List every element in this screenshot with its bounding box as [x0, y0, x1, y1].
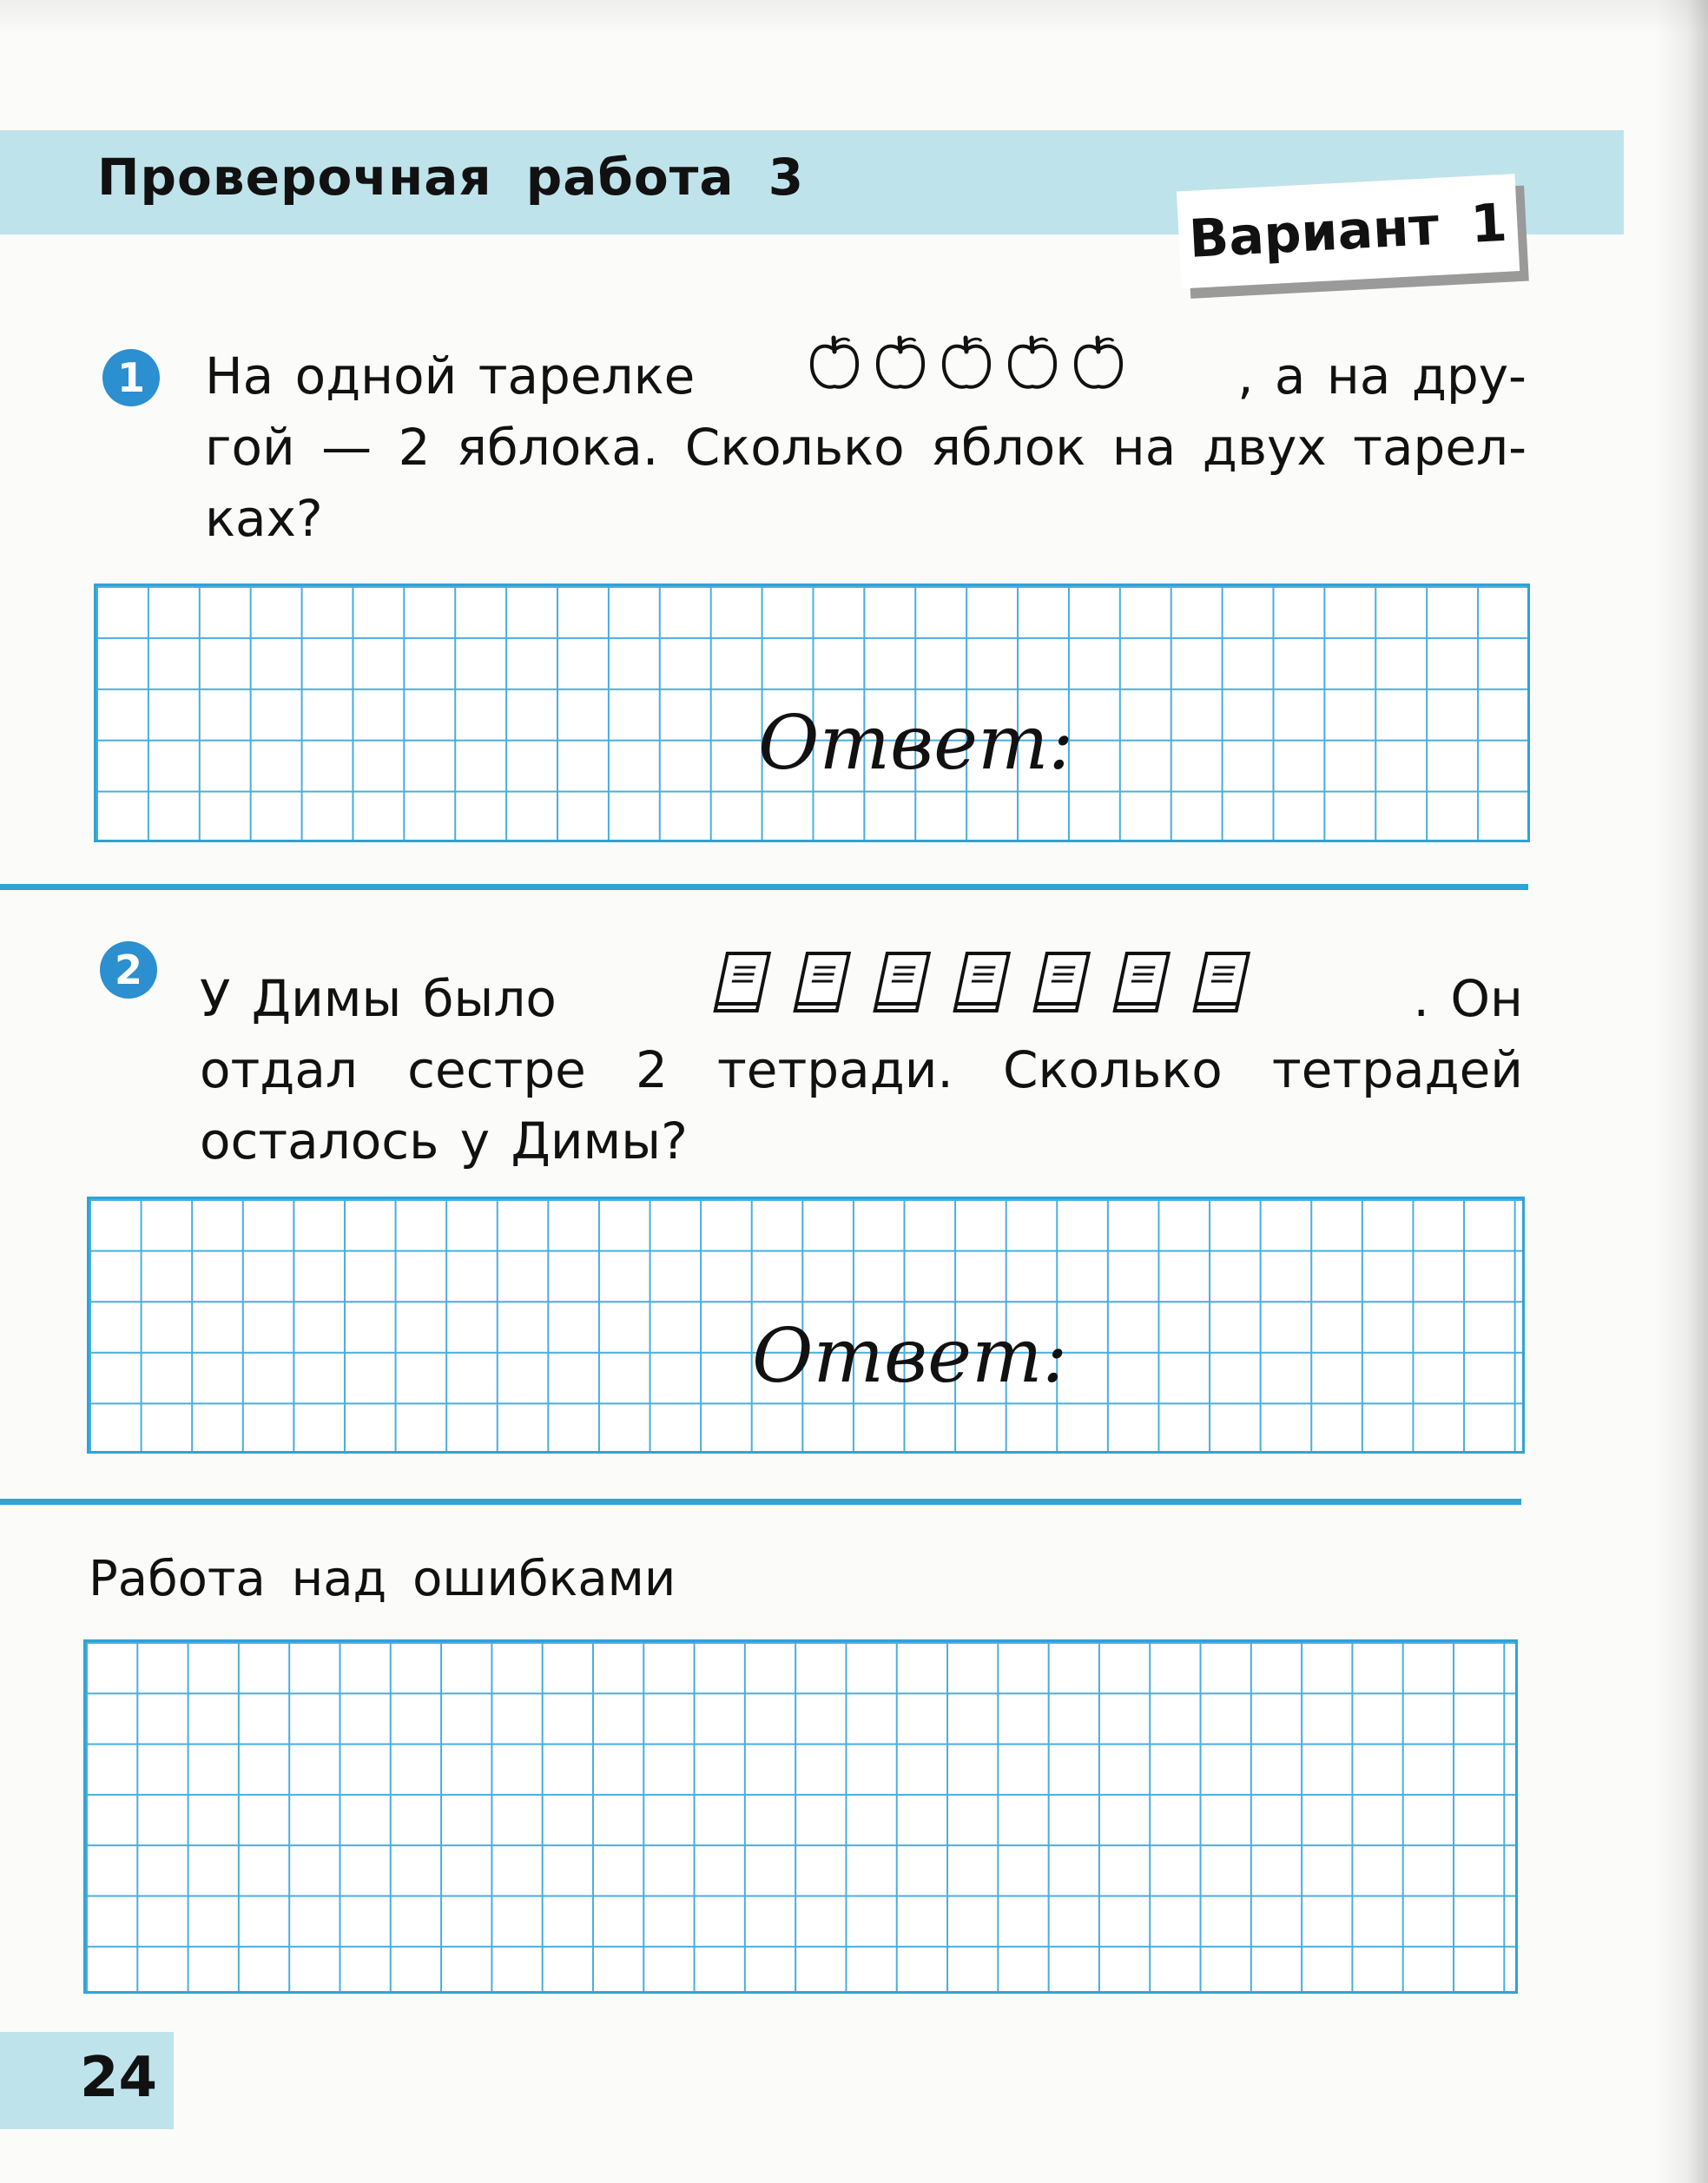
notebook-icon — [711, 948, 779, 1034]
page-title: Проверочная работа 3 — [97, 148, 805, 207]
task-2-number-badge: 2 — [100, 941, 157, 999]
errors-grid[interactable] — [83, 1639, 1518, 1994]
task-2-answer-label: Ответ: — [752, 1313, 1068, 1400]
notebook-icon — [1031, 948, 1098, 1034]
task-1-line-1 — [205, 334, 1527, 412]
notebook-icon — [871, 948, 939, 1034]
apple-icon — [1006, 334, 1059, 412]
task-2-line-3: осталось у Димы? — [200, 1111, 688, 1171]
task-1-answer-label: Ответ: — [758, 700, 1074, 787]
variant-label — [1177, 174, 1529, 305]
notebook-icon — [1190, 948, 1258, 1034]
task-1-number-badge: 1 — [102, 349, 160, 406]
task-2-line-1-end: . Он — [1413, 969, 1523, 1028]
task-2-line-1-start: У Димы было — [200, 969, 557, 1028]
task-1-text — [205, 334, 1527, 554]
divider-2 — [0, 1499, 1521, 1505]
task-1-line-1-end: , а на дру- — [1237, 346, 1527, 406]
page-top-shade — [0, 0, 1708, 35]
task-2-text — [200, 948, 1523, 1177]
notebook-icon — [951, 948, 1019, 1034]
task-2-line-1 — [200, 948, 1523, 1034]
variant-text: Вариант 1 — [1177, 174, 1520, 288]
apple-icon — [808, 334, 861, 412]
apples-group — [808, 334, 1125, 412]
task-1-line-1-start: На одной тарелке — [205, 346, 696, 406]
page-number: 24 — [80, 2046, 158, 2110]
notebooks-group — [711, 948, 1258, 1034]
notebook-icon — [791, 948, 859, 1034]
task-2-line-2: отдал сестре 2 тетради. Сколько тетрадей — [200, 1040, 1523, 1099]
apple-icon — [940, 334, 993, 412]
task-1-line-3: ках? — [205, 489, 323, 548]
divider-1 — [0, 884, 1528, 890]
errors-section-label: Работа над ошибками — [89, 1551, 676, 1607]
task-1-line-2: гой — 2 яблока. Сколько яблок на двух тарел- — [205, 418, 1527, 477]
page-edge-shade — [1656, 0, 1708, 2183]
apple-icon — [874, 334, 927, 412]
notebook-icon — [1111, 948, 1178, 1034]
apple-icon — [1072, 334, 1125, 412]
